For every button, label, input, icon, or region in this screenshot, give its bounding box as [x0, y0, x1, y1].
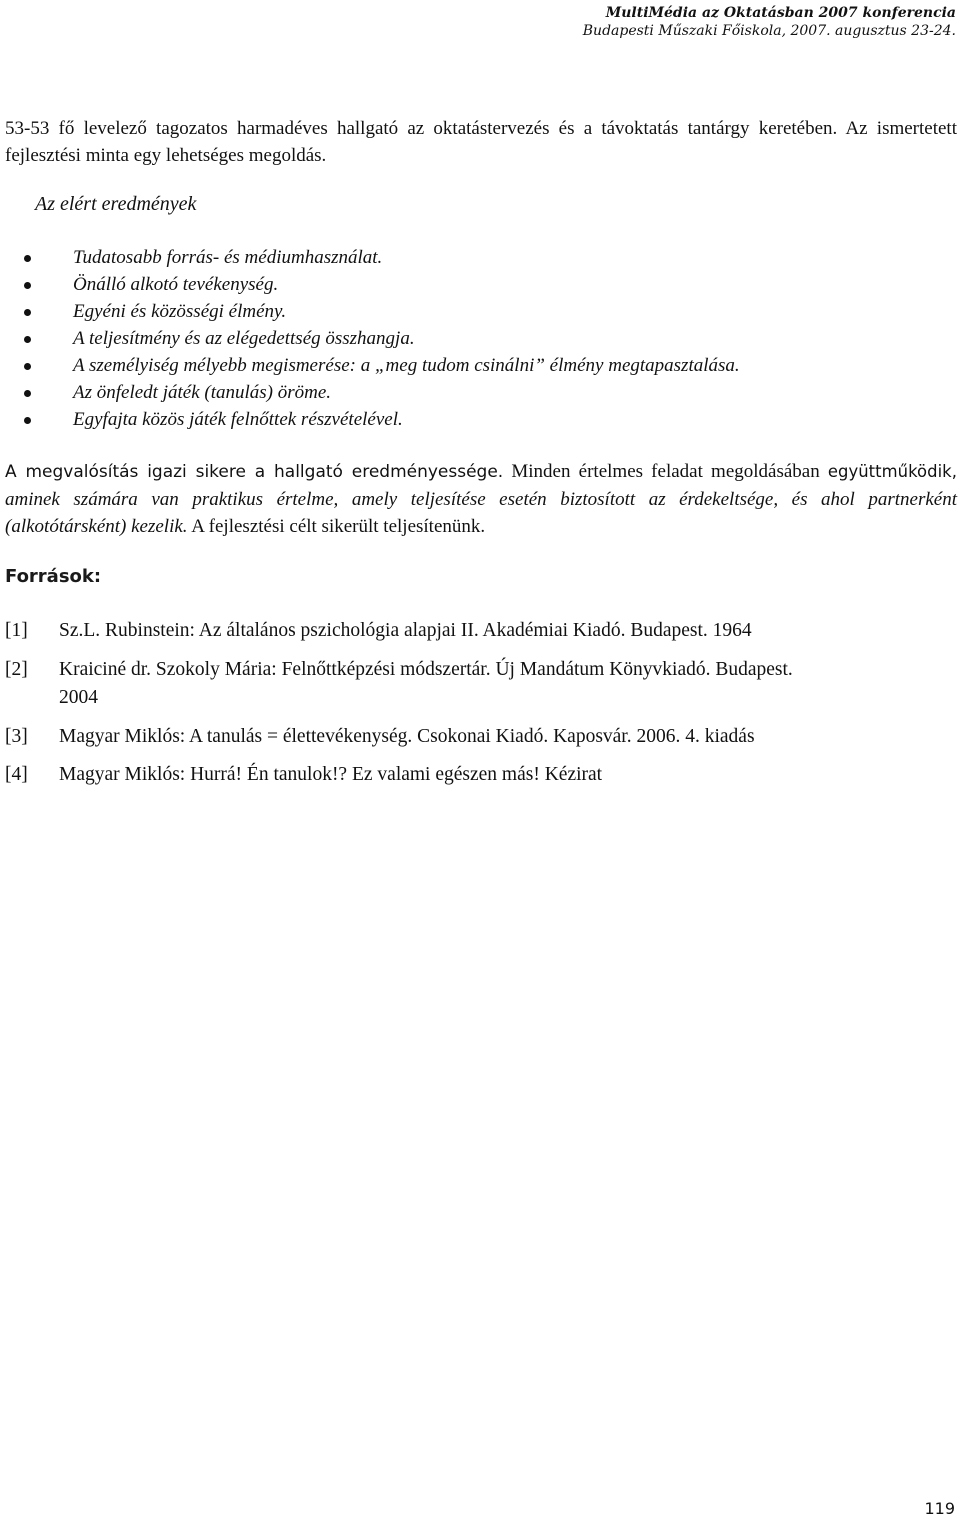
page-number: 119 [924, 1499, 955, 1518]
bullet-icon [24, 282, 31, 289]
conclusion-part-4: aminek számára van praktikus értelme, amely teljesítése esetén biztosított az érdekeltsége, és ahol partnerként (alkotótársként) kezelik. [5, 489, 957, 537]
list-item: Egyfajta közös játék felnőttek részvételével. [24, 406, 740, 433]
bullet-icon [24, 255, 31, 262]
page-header [583, 4, 956, 40]
reference-number: [2] [5, 659, 28, 680]
reference-text: Magyar Miklós: A tanulás = élettevékenység. Csokonai Kiadó. Kaposvár. 2006. 4. kiadás [59, 726, 755, 747]
conclusion-part-3: együttműködik, [827, 462, 957, 481]
results-heading: Az elért eredmények [35, 193, 197, 215]
intro-paragraph: 53-53 fő levelező tagozatos harmadéves hallgató az oktatástervezés és a távoktatás tantárgy keretében. Az ismertetett fejlesztési minta egy lehetséges megoldás. [5, 118, 957, 166]
conclusion-part-1: A megvalósítás igazi sikere a hallgató eredményessége. [5, 462, 504, 482]
bullet-icon [24, 336, 31, 343]
conclusion-part-2: Minden értelmes feladat megoldásában [503, 461, 828, 482]
bullet-icon [24, 309, 31, 316]
reference-number: [1] [5, 620, 28, 641]
list-item: Az önfeledt játék (tanulás) öröme. [24, 379, 740, 406]
conclusion-part-5: A fejlesztési célt sikerült teljesítenünk. [187, 516, 486, 537]
conference-title: MultiMédia az Oktatásban 2007 konferencia [605, 5, 956, 21]
list-item: Egyéni és közösségi élmény. [24, 298, 740, 325]
conference-venue-date: Budapesti Műszaki Főiskola, 2007. augusztus 23-24. [582, 23, 956, 39]
bullet-icon [24, 390, 31, 397]
reference-text: Magyar Miklós: Hurrá! Én tanulok!? Ez valami egészen más! Kézirat [59, 764, 603, 785]
list-item: A személyiség mélyebb megismerése: a „meg tudom csinálni” élmény megtapasztalása. [24, 352, 740, 379]
reference-text: Kraiciné dr. Szokoly Mária: Felnőttképzési módszertár. Új Mandátum Könyvkiadó. Budapest. [59, 659, 793, 680]
bullet-icon [24, 363, 31, 370]
results-list [24, 244, 740, 433]
sources-heading: Források: [5, 566, 102, 587]
reference-text-continued: 2004 [59, 687, 98, 708]
conclusion-paragraph [5, 458, 957, 540]
reference-number: [4] [5, 764, 28, 785]
list-item: A teljesítmény és az elégedettség összhangja. [24, 325, 740, 352]
list-item: Tudatosabb forrás- és médiumhasználat. [24, 244, 740, 271]
bullet-icon [24, 417, 31, 424]
reference-text: Sz.L. Rubinstein: Az általános pszichológia alapjai II. Akadémiai Kiadó. Budapest. 1964 [59, 620, 752, 641]
list-item: Önálló alkotó tevékenység. [24, 271, 740, 298]
reference-number: [3] [5, 726, 28, 747]
